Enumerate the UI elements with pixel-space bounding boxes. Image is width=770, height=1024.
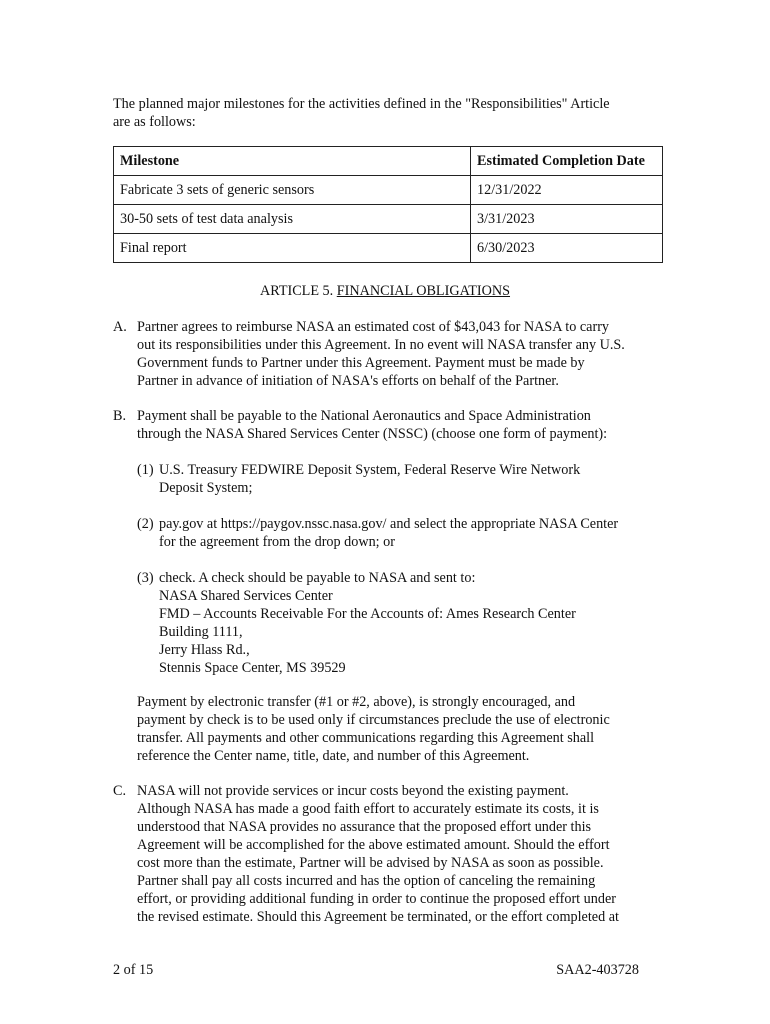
milestone-cell: Fabricate 3 sets of generic sensors: [114, 176, 471, 205]
intro-paragraph: [113, 95, 661, 131]
text-line: the revised estimate. Should this Agreement be terminated, or the effort completed at: [137, 909, 619, 925]
date-cell: 6/30/2023: [471, 234, 663, 263]
address-line: Building 1111,: [159, 624, 243, 640]
text-line: effort, or providing additional funding in order to continue the proposed effort under: [137, 891, 616, 907]
article-title: FINANCIAL OBLIGATIONS: [336, 283, 511, 299]
text-line: Government funds to Partner under this Agreement. Payment must be made by: [137, 355, 585, 371]
section-label: A.: [113, 319, 127, 335]
text-line: understood that NASA provides no assurance that the proposed effort under this: [137, 819, 592, 835]
address-line: FMD – Accounts Receivable For the Accounts of: Ames Research Center: [159, 606, 576, 622]
table-row: [114, 176, 663, 205]
column-header-date: Estimated Completion Date: [471, 147, 663, 176]
column-header-milestone: Milestone: [114, 147, 471, 176]
section-c: [113, 782, 665, 926]
text-line: Agreement will be accomplished for the above estimated amount. Should the effort: [137, 837, 610, 853]
table-header-row: [114, 147, 663, 176]
address-line: Jerry Hlass Rd.,: [159, 642, 250, 658]
text-line: cost more than the estimate, Partner will be advised by NASA as soon as possible.: [137, 855, 604, 871]
milestone-cell: Final report: [114, 234, 471, 263]
section-label: C.: [113, 783, 127, 799]
option-label: (1): [137, 462, 154, 478]
milestones-table: [113, 146, 663, 263]
payment-option-1: [137, 461, 665, 497]
text-line: out its responsibilities under this Agreement. In no event will NASA transfer any U.S.: [137, 337, 625, 353]
address-line: Stennis Space Center, MS 39529: [159, 660, 346, 676]
section-label: B.: [113, 408, 127, 424]
text-line: Partner in advance of initiation of NASA's efforts on behalf of the Partner.: [137, 373, 559, 389]
intro-line: The planned major milestones for the activities defined in the "Responsibilities" Article: [113, 96, 610, 112]
text-line: Partner agrees to reimburse NASA an estimated cost of $43,043 for NASA to carry: [137, 319, 610, 335]
intro-line: are as follows:: [113, 114, 196, 130]
payment-option-3: [137, 569, 665, 677]
text-line: through the NASA Shared Services Center (NSSC) (choose one form of payment):: [137, 426, 608, 442]
payment-option-2: [137, 515, 665, 551]
article-prefix: ARTICLE 5.: [259, 283, 337, 299]
table-row: [114, 234, 663, 263]
section-a: [113, 318, 665, 390]
payment-note: [137, 693, 665, 765]
text-line: for the agreement from the drop down; or: [159, 534, 395, 550]
option-label: (2): [137, 516, 154, 532]
section-b: [113, 407, 665, 443]
text-line: Payment shall be payable to the National Aeronautics and Space Administration: [137, 408, 591, 424]
text-line: Although NASA has made a good faith effort to accurately estimate its costs, it is: [137, 801, 599, 817]
text-line: pay.gov at https://paygov.nssc.nasa.gov/ and select the appropriate NASA Center: [159, 516, 619, 532]
date-cell: 3/31/2023: [471, 205, 663, 234]
option-label: (3): [137, 570, 154, 586]
document-number: SAA2-403728: [556, 962, 639, 978]
text-line: check. A check should be payable to NASA and sent to:: [159, 570, 476, 586]
text-line: U.S. Treasury FEDWIRE Deposit System, Federal Reserve Wire Network: [159, 462, 581, 478]
text-line: Payment by electronic transfer (#1 or #2, above), is strongly encouraged, and: [137, 694, 576, 710]
article-heading: [0, 282, 770, 300]
page-number: 2 of 15: [113, 962, 154, 978]
table-row: [114, 205, 663, 234]
text-line: transfer. All payments and other communications regarding this Agreement shall: [137, 730, 595, 746]
text-line: reference the Center name, title, date, and number of this Agreement.: [137, 748, 530, 764]
date-cell: 12/31/2022: [471, 176, 663, 205]
text-line: Partner shall pay all costs incurred and has the option of canceling the remaining: [137, 873, 596, 889]
milestone-cell: 30-50 sets of test data analysis: [114, 205, 471, 234]
text-line: payment by check is to be used only if circumstances preclude the use of electronic: [137, 712, 610, 728]
address-line: NASA Shared Services Center: [159, 588, 333, 604]
text-line: Deposit System;: [159, 480, 253, 496]
text-line: NASA will not provide services or incur costs beyond the existing payment.: [137, 783, 569, 799]
